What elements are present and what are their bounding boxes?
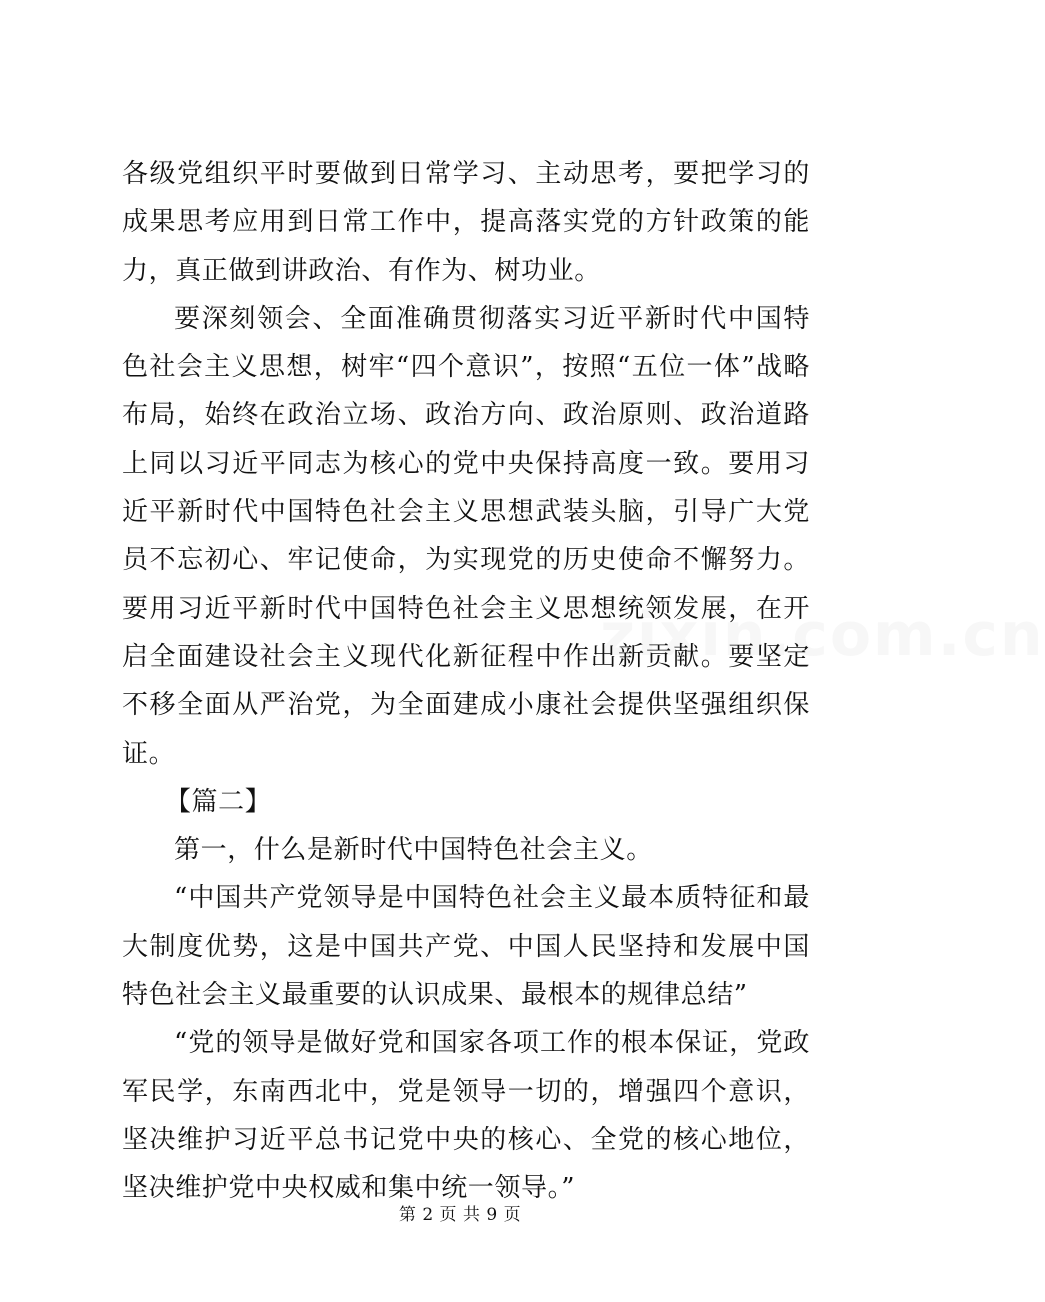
section-heading: 【篇二】	[164, 786, 272, 817]
paragraph-ideology: 要深刻领会、全面准确贯彻落实习近平新时代中国特色社会主义思想，树牢“四个意识”，按照“五位一体”战略布局，始终在政治立场、政治方向、政治原则、政治道路上同以习近平同志为核心的党中央保持高度一致。要用习近平新时代中国特色社会主义思想武装头脑，引导广大党员不忘初心、牢记使命，为实现党的历史使命不懈努力。要用习近平新时代中国特色社会主义思想统领发展，在开启全面建设社会主义现代化新征程中作出新贡献。要坚定不移全面从严治党，为全面建成小康社会提供坚强组织保证。	[122, 303, 810, 769]
document-body	[122, 150, 810, 1213]
watermark: zixin.com.cn	[600, 600, 1045, 670]
paragraph-point-one: 第一，什么是新时代中国特色社会主义。	[174, 835, 653, 866]
paragraph-quote-two: “党的领导是做好党和国家各项工作的根本保证，党政军民学，东南西北中，党是领导一切的，增强四个意识，坚决维护习近平总书记党中央的核心、全党的核心地位，坚决维护党中央权威和集中统一领导。”	[122, 1028, 810, 1204]
page-number: 第 2 页 共 9 页	[398, 1205, 522, 1225]
paragraph-continuation: 各级党组织平时要做到日常学习、主动思考，要把学习的成果思考应用到日常工作中，提高落实党的方针政策的能力，真正做到讲政治、有作为、树功业。	[122, 159, 810, 286]
paragraph-quote-one: “中国共产党领导是中国特色社会主义最本质特征和最大制度优势，这是中国共产党、中国人民坚持和发展中国特色社会主义最重要的认识成果、最根本的规律总结”	[122, 883, 810, 1011]
